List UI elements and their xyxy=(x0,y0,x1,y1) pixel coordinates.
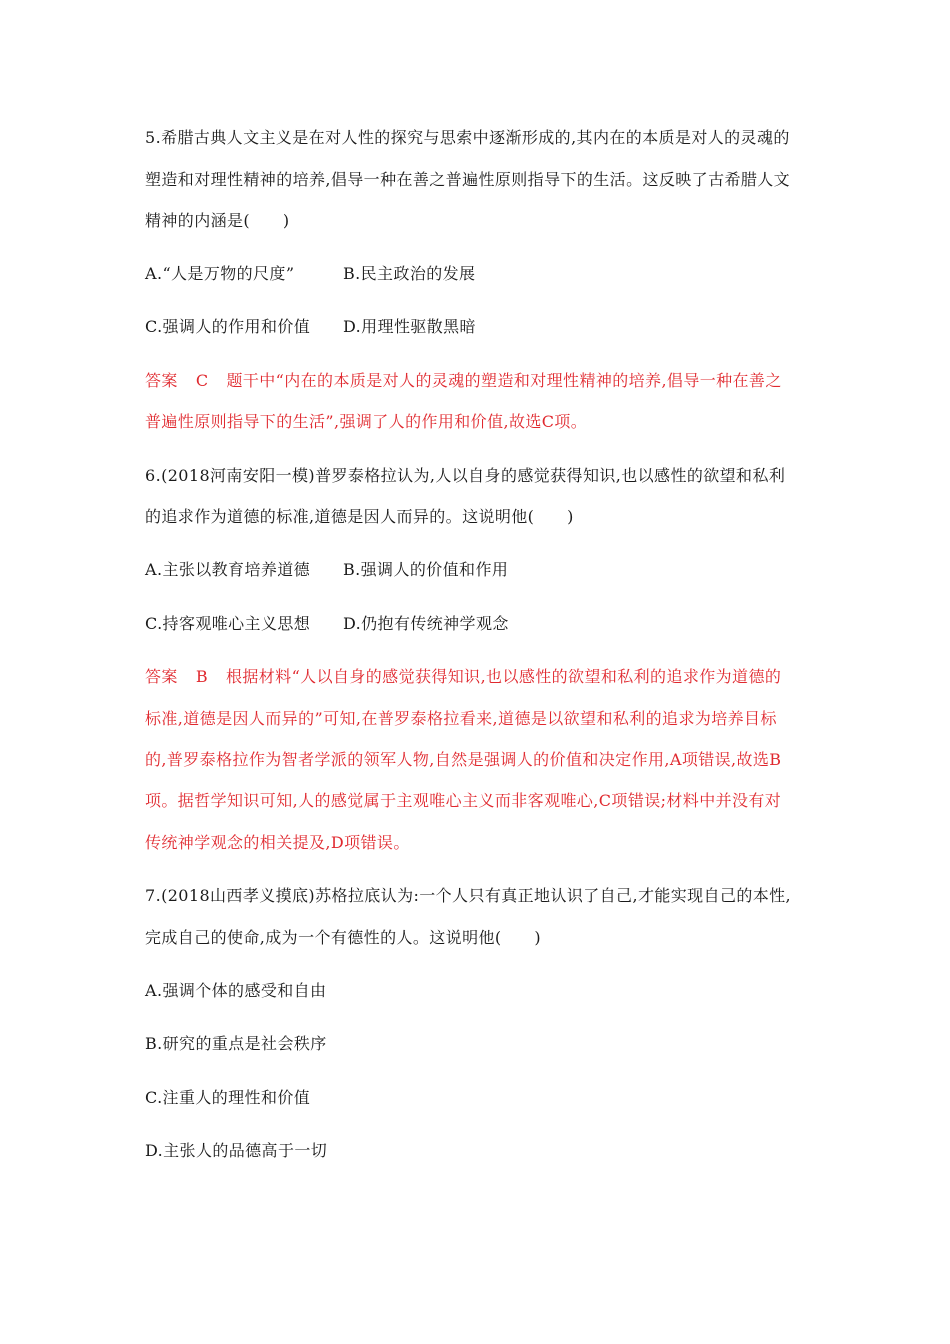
q6-option-a: A.主张以教育培养道德 xyxy=(145,560,311,579)
q7-option-d: D.主张人的品德高于一切 xyxy=(145,1141,328,1160)
q7-stem-line-1: 7.(2018山西孝义摸底)苏格拉底认为:一个人只有真正地认识了自己,才能实现自己的本性, xyxy=(145,886,792,905)
q6-option-c: C.持客观唯心主义思想 xyxy=(145,614,311,633)
q6-option-row-1 xyxy=(145,559,509,581)
q5-answer-label: 答案 xyxy=(145,371,178,390)
q5-option-c: C.强调人的作用和价值 xyxy=(145,317,311,336)
q5-option-a: A.“人是万物的尺度” xyxy=(145,264,295,283)
q6-option-row-2 xyxy=(145,613,509,635)
q5-option-row-2 xyxy=(145,316,476,338)
q5-stem-line-3: 精神的内涵是( ) xyxy=(145,211,290,230)
q5-stem-line-2: 塑造和对理性精神的培养,倡导一种在善之普遍性原则指导下的生活。这反映了古希腊人文 xyxy=(145,170,791,189)
q6-explanation-3: 的,普罗泰格拉作为智者学派的领军人物,自然是强调人的价值和决定作用,A项错误,故选B xyxy=(145,750,782,769)
q6-explanation-2: 标准,道德是因人而异的”可知,在普罗泰格拉看来,道德是以欲望和私利的追求为培养目标 xyxy=(145,709,777,728)
q5-option-b: B.民主政治的发展 xyxy=(343,264,476,283)
q6-stem-line-1: 6.(2018河南安阳一模)普罗泰格拉认为,人以自身的感觉获得知识,也以感性的欲望和私利 xyxy=(145,466,786,485)
q5-option-d: D.用理性驱散黑暗 xyxy=(343,317,476,336)
q5-answer-line-1 xyxy=(145,370,782,392)
q7-option-b: B.研究的重点是社会秩序 xyxy=(145,1034,327,1053)
q6-explanation-4: 项。据哲学知识可知,人的感觉属于主观唯心主义而非客观唯心,C项错误;材料中并没有对 xyxy=(145,791,782,810)
q6-explanation-1: 根据材料“人以自身的感觉获得知识,也以感性的欲望和私利的追求作为道德的 xyxy=(225,667,782,686)
q6-answer-line-1 xyxy=(145,666,781,688)
q5-stem-line-1: 5.希腊古典人文主义是在对人性的探究与思索中逐渐形成的,其内在的本质是对人的灵魂的 xyxy=(145,128,790,147)
q6-option-b: B.强调人的价值和作用 xyxy=(343,560,509,579)
q6-option-d: D.仍抱有传统神学观念 xyxy=(343,614,509,633)
q6-answer-letter: B xyxy=(195,667,208,686)
q5-option-row-1 xyxy=(145,263,476,285)
q7-stem-line-2: 完成自己的使命,成为一个有德性的人。这说明他( ) xyxy=(145,928,541,947)
q7-option-a: A.强调个体的感受和自由 xyxy=(145,981,327,1000)
q5-explanation-1: 题干中“内在的本质是对人的灵魂的塑造和对理性精神的培养,倡导一种在善之 xyxy=(226,371,782,390)
q6-stem-line-2: 的追求作为道德的标准,道德是因人而异的。这说明他( ) xyxy=(145,507,574,526)
q5-explanation-2: 普遍性原则指导下的生活”,强调了人的作用和价值,故选C项。 xyxy=(145,412,588,431)
q7-option-c: C.注重人的理性和价值 xyxy=(145,1088,311,1107)
q5-answer-letter: C xyxy=(195,371,209,390)
q6-answer-label: 答案 xyxy=(145,667,178,686)
q6-explanation-5: 传统神学观念的相关提及,D项错误。 xyxy=(145,833,410,852)
